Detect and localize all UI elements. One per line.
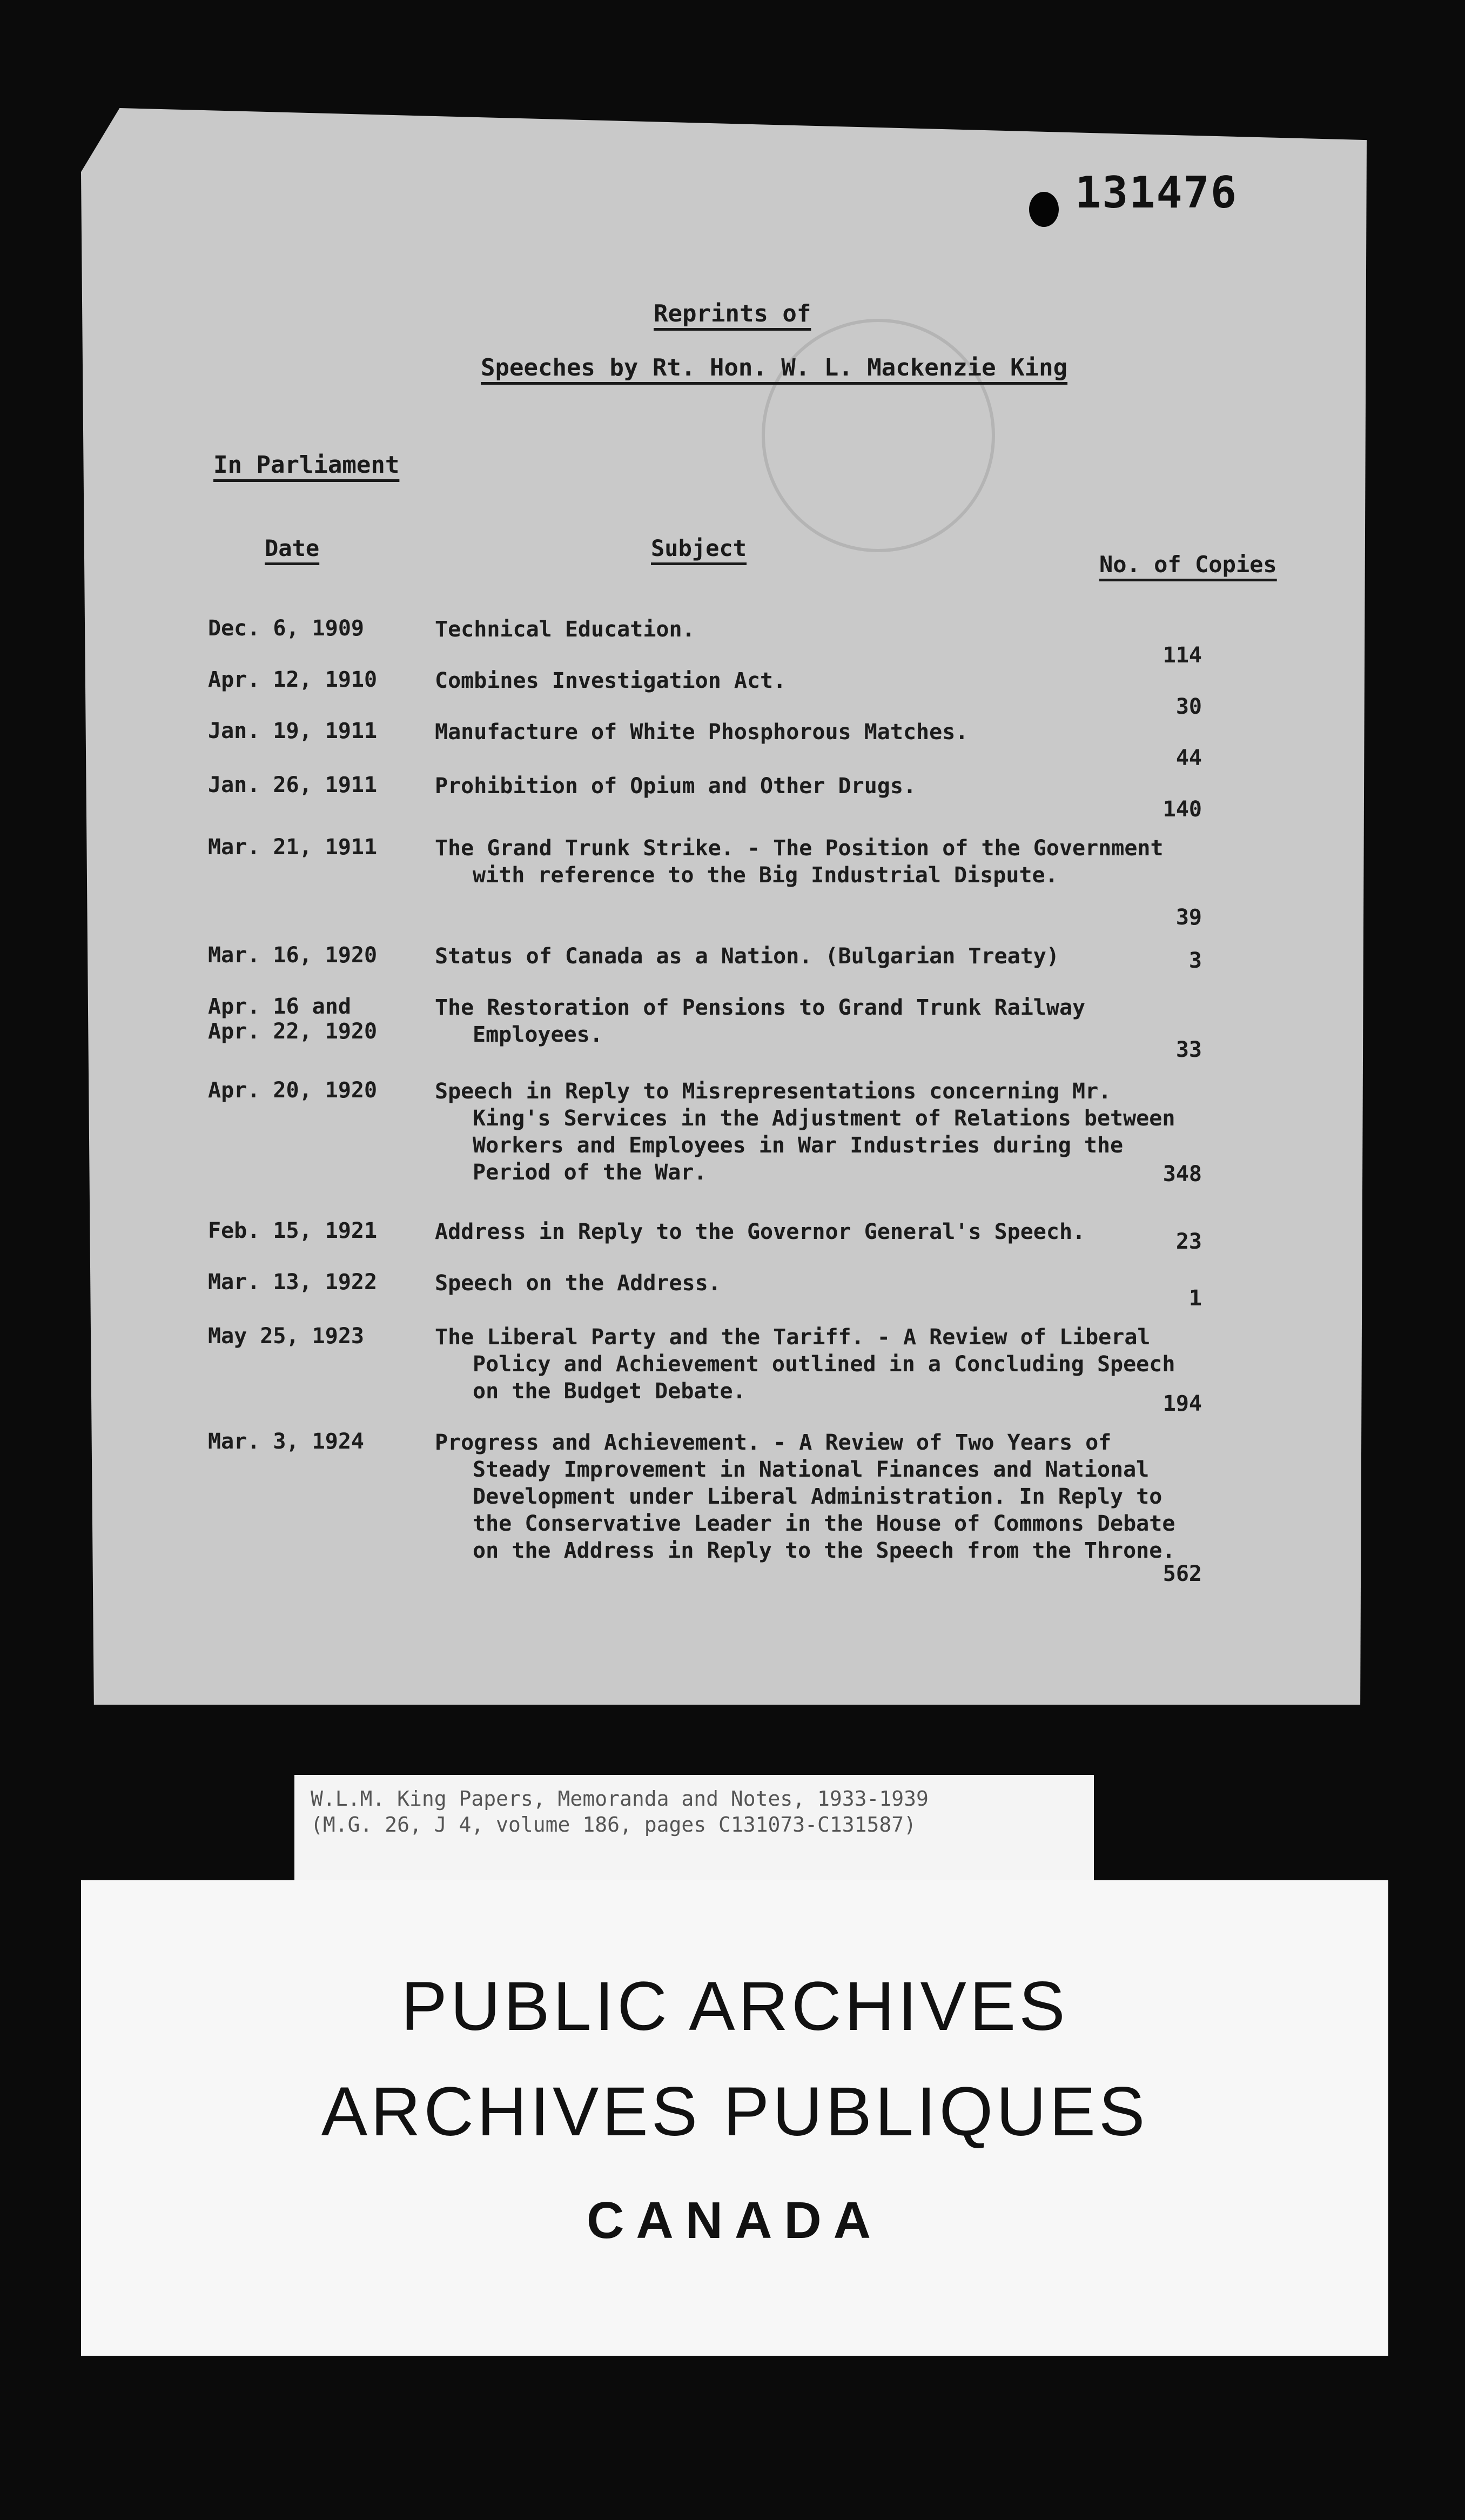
row-subject: Status of Canada as a Nation. (Bulgarian Treaty)	[435, 944, 1059, 969]
row-subject: Technical Education.	[435, 617, 695, 642]
archive-label-line-1: PUBLIC ARCHIVES	[401, 1968, 1068, 2045]
row-subject: The Restoration of Pensions to Grand Trunk Railway Employees.	[435, 995, 1086, 1047]
row-copies: 33	[1175, 1037, 1202, 1062]
footnote-line-1: W.L.M. King Papers, Memoranda and Notes, 1933-1939	[311, 1787, 929, 1811]
archive-label-line-3: CANADA	[587, 2191, 883, 2249]
row-copies: 23	[1175, 1229, 1202, 1254]
row-copies: 44	[1175, 746, 1202, 770]
column-header-subject: Subject	[651, 535, 747, 561]
row-subject: The Liberal Party and the Tariff. - A Review of Liberal Policy and Achievement outlined in a Concluding Speech on the Budget Debate.	[435, 1325, 1175, 1404]
row-date: Feb. 15, 1921	[208, 1218, 378, 1243]
row-date: May 25, 1923	[208, 1324, 364, 1349]
row-date: Jan. 26, 1911	[208, 773, 378, 797]
column-header-copies: No. of Copies	[1099, 551, 1277, 578]
row-date: Dec. 6, 1909	[208, 616, 364, 641]
row-date: Mar. 13, 1922	[208, 1270, 378, 1295]
footnote-line-2: (M.G. 26, J 4, volume 186, pages C131073-C131587)	[311, 1813, 917, 1837]
row-copies: 114	[1162, 643, 1202, 668]
row-subject: Speech on the Address.	[435, 1271, 721, 1296]
row-copies: 140	[1162, 797, 1202, 822]
row-date: Mar. 16, 1920	[208, 943, 378, 968]
row-date: Jan. 19, 1911	[208, 719, 378, 743]
row-subject: Combines Investigation Act.	[435, 668, 787, 693]
row-copies: 194	[1162, 1391, 1202, 1416]
row-date: Apr. 16 and Apr. 22, 1920	[208, 994, 378, 1044]
row-subject: The Grand Trunk Strike. - The Position of the Government with reference to the Big Industrial Dispute.	[435, 836, 1164, 888]
archive-label-line-2: ARCHIVES PUBLIQUES	[321, 2073, 1148, 2150]
collection-footnote	[294, 1775, 1094, 1886]
document-number: 131476	[1075, 167, 1238, 218]
title-line-2: Speeches by Rt. Hon. W. L. Mackenzie King	[481, 354, 1068, 381]
column-header-date: Date	[265, 535, 320, 561]
row-copies: 3	[1188, 948, 1202, 973]
row-date: Apr. 12, 1910	[208, 667, 378, 692]
ink-blot	[1029, 192, 1059, 227]
archive-label	[81, 1880, 1388, 2356]
row-date: Apr. 20, 1920	[208, 1078, 378, 1103]
row-date: Mar. 3, 1924	[208, 1429, 364, 1454]
row-subject: Progress and Achievement. - A Review of Two Years of Steady Improvement in National Finances and National Development under Liberal Administration. In Reply to the Conservative Leader in the House of Commons Debate on the Address in Reply to the Speech from the Throne.	[435, 1430, 1175, 1563]
title-line-1: Reprints of	[654, 300, 811, 327]
row-subject: Speech in Reply to Misrepresentations concerning Mr. King's Services in the Adjustment of Relations between Workers and Employees in War Industries during the Period of the War.	[435, 1079, 1175, 1185]
row-copies: 30	[1175, 694, 1202, 719]
row-copies: 1	[1188, 1286, 1202, 1311]
row-copies: 39	[1175, 905, 1202, 930]
row-subject: Manufacture of White Phosphorous Matches.	[435, 720, 969, 745]
row-copies: 348	[1162, 1162, 1202, 1187]
row-subject: Address in Reply to the Governor General's Speech.	[435, 1219, 1086, 1244]
section-heading: In Parliament	[213, 451, 400, 479]
row-date: Mar. 21, 1911	[208, 835, 378, 860]
row-copies: 562	[1162, 1561, 1202, 1586]
row-subject: Prohibition of Opium and Other Drugs.	[435, 774, 917, 799]
